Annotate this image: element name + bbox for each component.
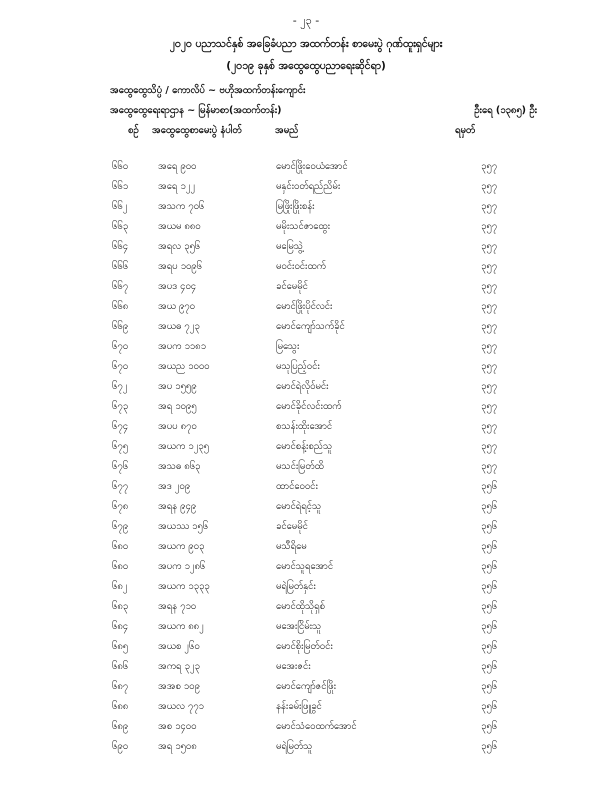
- row-name: စသန်းထိုးအောင်: [276, 421, 333, 432]
- row-reg-number: အယည ၁၀၀၀: [158, 361, 210, 372]
- row-name: မသင်းမြတ်ထိ: [276, 461, 324, 472]
- table-row: [0, 440, 612, 460]
- row-number: ၆၈၃: [112, 601, 129, 612]
- row-score: ၃၅၇: [481, 161, 498, 172]
- table-row: [0, 460, 612, 480]
- row-number: ၆၇၀: [112, 341, 129, 352]
- row-number: ၆၇၉: [112, 521, 129, 532]
- row-name: မအေးဇင်း: [276, 661, 311, 672]
- row-score: ၃၅၇: [481, 341, 498, 352]
- row-score: ၃၅၆: [481, 701, 498, 712]
- candidate-count: ဦးရေ (၁၃၈၅) ဦး: [474, 105, 537, 116]
- row-score: ၃၅၇: [481, 241, 498, 252]
- row-reg-number: အပက ၁၁၈၁: [158, 341, 206, 352]
- row-score: ၃၅၇: [481, 261, 498, 272]
- row-reg-number: အပက ၁၂၈၆: [158, 561, 206, 572]
- row-number: ၆၈၄: [112, 621, 129, 632]
- table-row: [0, 280, 612, 300]
- page-number: - ၂၃ -: [292, 14, 320, 27]
- row-score: ၃၅၇: [481, 361, 498, 372]
- row-score: ၃၅၇: [481, 321, 498, 332]
- row-number: ၆၆၈: [112, 301, 129, 312]
- row-name: ထာင်ဝေဝင်း: [276, 481, 318, 492]
- table-row: [0, 320, 612, 340]
- row-reg-number: အရေ ၁၂၂: [158, 181, 196, 192]
- table-row: [0, 580, 612, 600]
- row-reg-number: အရ ၁၅၀၈: [158, 741, 197, 752]
- table-row: [0, 220, 612, 240]
- row-score: ၃၅၆: [481, 581, 498, 592]
- table-row: [0, 180, 612, 200]
- header-score: ရမှတ်: [455, 125, 476, 136]
- row-number: ၆၆၀: [112, 161, 129, 172]
- row-name: မောင်စန့်းစည်သူ: [276, 441, 333, 452]
- row-number: ၆၈၀: [112, 561, 129, 572]
- row-number: ၆၆၇: [112, 281, 129, 292]
- row-score: ၃၅၇: [481, 281, 498, 292]
- row-reg-number: အရပ ၁၀၉၆: [158, 261, 202, 272]
- table-row: [0, 560, 612, 580]
- row-name: မောင်စိုးမြတ်ဝင်း: [276, 641, 333, 652]
- row-number: ၆၆၂: [112, 201, 128, 212]
- row-reg-number: အယဿ ၁၅၆: [158, 521, 209, 532]
- row-reg-number: အဒ ၂၀၉: [158, 481, 191, 492]
- row-number: ၆၇၀: [112, 361, 129, 372]
- row-reg-number: အသက ၇၀၆: [158, 201, 205, 212]
- row-name: မဝင်းဝင်းထက်: [276, 261, 326, 272]
- table-row: [0, 260, 612, 280]
- row-score: ၃၅၆: [481, 561, 498, 572]
- table-row: [0, 240, 612, 260]
- row-score: ၃၅၆: [481, 721, 498, 732]
- row-number: ၆၆၆: [112, 261, 129, 272]
- table-row: [0, 700, 612, 720]
- row-name: မအေးငြိမ်းသူ: [276, 621, 322, 632]
- row-score: ၃၅၇: [481, 441, 498, 452]
- row-reg-number: အယလ ၇၇၁: [158, 701, 204, 712]
- row-score: ၃၅၆: [481, 521, 498, 532]
- row-reg-number: အပဒ ၄၀၄: [158, 281, 197, 292]
- row-name: မောင်ဖြိုးပိုင်လင်း: [276, 301, 333, 312]
- header-name: အမည်: [275, 125, 299, 136]
- row-score: ၃၅၇: [481, 221, 498, 232]
- row-score: ၃၅၆: [481, 661, 498, 672]
- row-score: ၃၅၇: [481, 181, 498, 192]
- row-name: မောင်ဖြိုးဝေယံအောင်: [276, 161, 348, 172]
- row-number: ၆၆၁: [112, 181, 129, 192]
- row-score: ၃၅၇: [481, 201, 498, 212]
- row-reg-number: အယဓ ၇၂၃: [158, 321, 200, 332]
- table-row: [0, 420, 612, 440]
- row-name: မောင်ကျော်ဇင်ဖြိုး: [276, 681, 336, 692]
- row-name: မရဲမြတ်နှင်း: [276, 581, 316, 592]
- table-row: [0, 540, 612, 560]
- row-score: ၃၅၆: [481, 641, 498, 652]
- row-reg-number: အရေ ၉၀၀: [158, 161, 197, 172]
- row-score: ၃၅၇: [481, 461, 498, 472]
- table-row: [0, 480, 612, 500]
- row-number: ၆၈၂: [112, 581, 128, 592]
- row-number: ၆၆၃: [112, 221, 129, 232]
- row-score: ၃၅၆: [481, 681, 498, 692]
- row-name: ခင်မေမိုင်: [276, 281, 308, 292]
- row-reg-number: အယက ၉၀၃: [158, 541, 205, 552]
- row-name: မောင်ကျော်သက်ခိုင်: [276, 321, 345, 332]
- row-name: ခင်မေမိုင်: [276, 521, 308, 532]
- row-number: ၆၇၇: [112, 481, 129, 492]
- table-row: [0, 160, 612, 180]
- table-row: [0, 720, 612, 740]
- row-score: ၃၅၆: [481, 741, 498, 752]
- table-row: [0, 620, 612, 640]
- row-reg-number: အပ ၁၅၅၉: [158, 381, 197, 392]
- row-number: ၆၈၅: [112, 641, 129, 652]
- row-number: ၆၇၆: [112, 461, 129, 472]
- table-row: [0, 520, 612, 540]
- document-subtitle: (၂၀၁၉ ခုနှစ် အထွေထွေပညာရေးဆိုင်ရာ): [226, 60, 386, 72]
- table-row: [0, 400, 612, 420]
- row-score: ၃၅၆: [481, 501, 498, 512]
- row-reg-number: အရန ၇၁၀: [158, 601, 197, 612]
- row-reg-number: အရ ၁၀၉၅: [158, 401, 197, 412]
- row-name: မနှင်းဝတ်ရည်ညိမ်း: [276, 181, 341, 192]
- table-row: [0, 300, 612, 320]
- row-reg-number: အယ ၉၇၀: [158, 301, 195, 312]
- row-reg-number: အယက ၈၈၂: [158, 621, 204, 632]
- table-row: [0, 500, 612, 520]
- subject-line: အထွေထွေရေးရာဌာန ~ မြန်မာစာ(အထက်တန်း): [110, 105, 282, 116]
- row-name: မောင်သံဝေထက်အောင်: [276, 721, 357, 732]
- row-name: မမြေသွဲ့: [276, 241, 303, 252]
- row-number: ၆၈၀: [112, 541, 129, 552]
- row-number: ၆၈၉: [112, 721, 129, 732]
- header-no: စဉ်: [128, 125, 139, 136]
- row-reg-number: အယမ ၈၈၀: [158, 221, 201, 232]
- table-row: [0, 360, 612, 380]
- row-name: မမိုးသင်ဇာထွေး: [276, 221, 331, 232]
- row-number: ၆၇၄: [112, 421, 129, 432]
- table-row: [0, 380, 612, 400]
- row-reg-number: အစ ၁၄၀၀: [158, 721, 197, 732]
- row-number: ၆၇၈: [112, 501, 129, 512]
- row-reg-number: အအစ ၁၀၉: [158, 681, 200, 692]
- row-name: မြသွေး: [276, 341, 300, 352]
- row-name: မသုပြည့်ဝင်း: [276, 361, 320, 372]
- row-score: ၃၅၇: [481, 421, 498, 432]
- school-line: အထွေထွေသိပ္ပံ / ကောလိပ် ~ ဗဟိုအထက်တန်းကျောင်း: [110, 85, 306, 96]
- row-name: မောင်ခိုင်လင်းထက်: [276, 401, 342, 412]
- table-row: [0, 600, 612, 620]
- row-score: ၃၅၇: [481, 381, 498, 392]
- table-row: [0, 340, 612, 360]
- table-row: [0, 740, 612, 760]
- table-row: [0, 200, 612, 220]
- row-reg-number: အယစ ၂၆၀: [158, 641, 200, 652]
- row-score: ၃၅၇: [481, 401, 498, 412]
- table-row: [0, 680, 612, 700]
- row-score: ၃၅၆: [481, 621, 498, 632]
- row-reg-number: အယက ၁၂၃၅: [158, 441, 209, 452]
- row-name: မသီရိမေ: [276, 541, 307, 552]
- row-score: ၃၅၆: [481, 541, 498, 552]
- row-score: ၃၅၆: [481, 601, 498, 612]
- row-number: ၆၉၀: [112, 741, 129, 752]
- document-title: ၂၀၂၀ ပညာသင်နှစ် အခြေခံပညာ အထက်တန်း စာမေးပွဲ ဂုဏ်ထူးရှင်များ: [169, 38, 443, 50]
- row-score: ၃၅၇: [481, 301, 498, 312]
- row-reg-number: အရန ၉၄၉: [158, 501, 197, 512]
- table-row: [0, 640, 612, 660]
- row-name: မောင်ထိုသိုရှစ်: [276, 601, 325, 612]
- row-reg-number: အရလ ၃၅၆: [158, 241, 201, 252]
- table-row: [0, 660, 612, 680]
- row-score: ၃၅၆: [481, 481, 498, 492]
- row-number: ၆၈၆: [112, 661, 129, 672]
- row-name: မရဲမြတ်သူ: [276, 741, 313, 752]
- row-reg-number: အသဓ ၈၆၃: [158, 461, 201, 472]
- row-reg-number: အပပ ၈၇၀: [158, 421, 197, 432]
- row-reg-number: အကရ ၃၂၃: [158, 661, 200, 672]
- results-table: [0, 160, 612, 760]
- row-number: ၆၇၅: [112, 441, 129, 452]
- row-name: မောင်သူရအောင်: [276, 561, 334, 572]
- row-number: ၆၈၇: [112, 681, 129, 692]
- table-header: [0, 124, 612, 152]
- row-name: မြဖြိုးဖြိုးစန်း: [276, 201, 315, 212]
- row-number: ၆၈၈: [112, 701, 129, 712]
- row-number: ၆၇၃: [112, 401, 129, 412]
- row-reg-number: အယက ၁၃၃၃: [158, 581, 210, 592]
- row-name: မောင်ရဲရင့်သူ: [276, 501, 322, 512]
- row-number: ၆၆၄: [112, 241, 129, 252]
- row-name: နန်းခမ်းဖြူခွင်: [276, 701, 322, 712]
- row-number: ၆၆၉: [112, 321, 129, 332]
- row-number: ၆၇၂: [112, 381, 128, 392]
- row-name: မောင်ရဲလိုဝ်မင်း: [276, 381, 329, 392]
- header-reg: အထွေထွေစာမေးပွဲ နံပါတ်: [152, 125, 242, 136]
